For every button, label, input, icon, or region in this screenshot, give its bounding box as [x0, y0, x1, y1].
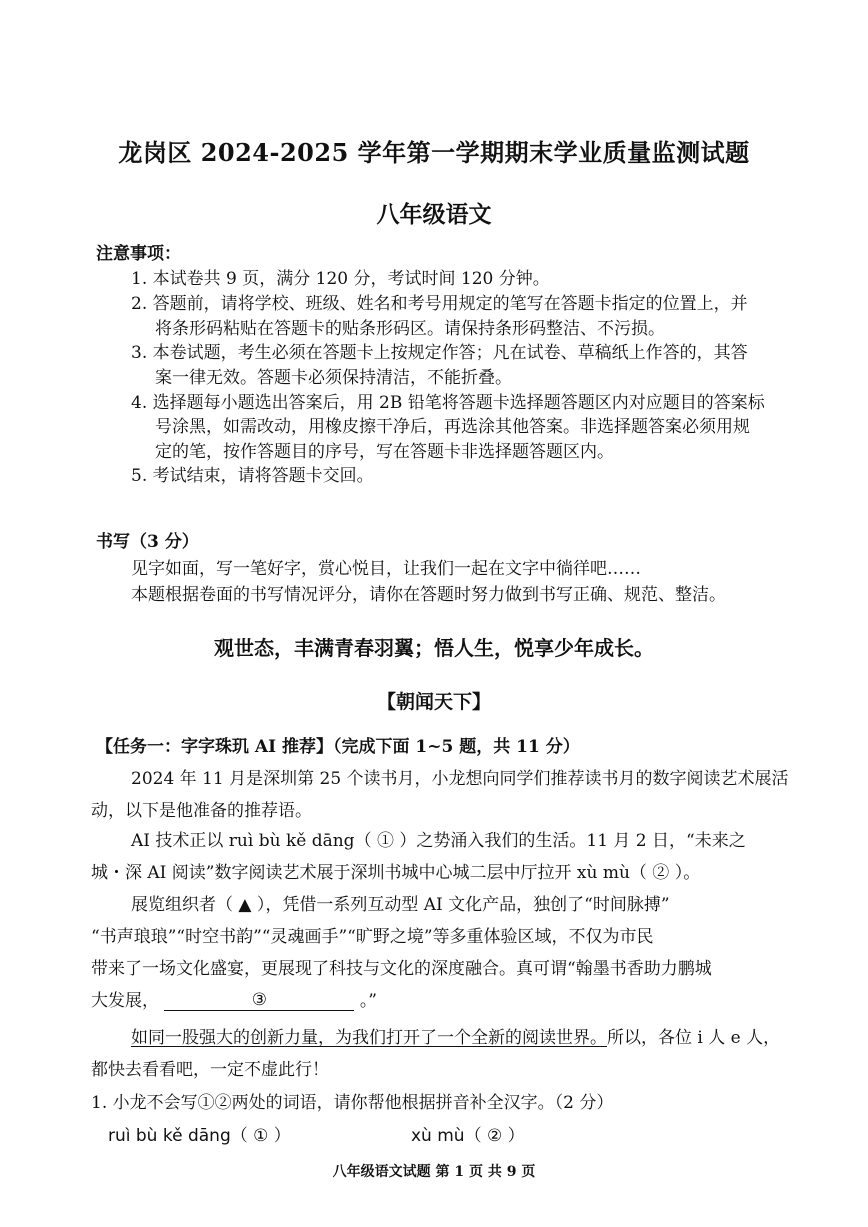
- writing-line: 本题根据卷面的书写情况评分，请你在答题时努力做到书写正确、规范、整洁。: [131, 585, 726, 605]
- passage-line: 动，以下是他准备的推荐语。: [91, 801, 312, 821]
- underlined-sentence: 如同一股强大的创新力量，为我们打开了一个全新的阅读世界。: [131, 1028, 607, 1048]
- notice-item: 定的笔，按作答题目的序号，写在答题卡非选择题答题区内。: [155, 442, 614, 462]
- notice-item: 将条形码粘贴在答题卡的贴条形码区。请保持条形码整洁、不污损。: [155, 319, 665, 339]
- exam-title: 龙岗区 2024-2025 学年第一学期期末学业质量监测试题: [118, 138, 750, 167]
- answer-blank-3[interactable]: ③: [164, 990, 354, 1011]
- exam-subtitle: 八年级语文: [376, 201, 492, 228]
- passage-text: 所以，各位 i 人 e 人，: [607, 1028, 781, 1048]
- writing-line: 见字如面，写一笔好字，赏心悦目，让我们一起在文字中徜徉吧……: [131, 559, 641, 579]
- passage-line: 2024 年 11 月是深圳第 25 个读书月，小龙想向同学们推荐读书月的数字阅读艺术展活: [131, 769, 789, 789]
- passage-line: 城・深 AI 阅读”数字阅读艺术展于深圳书城中心城二层中厅拉开 xù mù（ ② ）。: [91, 863, 701, 883]
- column-title: 【朝闻天下】: [376, 691, 491, 713]
- pinyin-prompt-1: ruì bù kě dāng（ ① ）: [108, 1126, 291, 1146]
- passage-line: “书声琅琅”“时空书韵”“灵魂画手”“旷野之境”等多重体验区域，不仅为市民: [91, 927, 654, 947]
- writing-heading: 书写（3 分）: [96, 532, 199, 552]
- page-footer: 八年级语文试题 第 1 页 共 9 页: [332, 1164, 536, 1180]
- passage-line: 都快去看看吧，一定不虚此行！: [91, 1060, 329, 1080]
- notice-item: 4. 选择题每小题选出答案后，用 2B 铅笔将答题卡选择题答题区内对应题目的答案标: [131, 393, 765, 413]
- passage-line: 带来了一场文化盛宴，更展现了科技与文化的深度融合。真可谓“翰墨书香助力鹏城: [91, 959, 712, 979]
- notice-item: 5. 考试结束，请将答题卡交回。: [131, 466, 374, 486]
- task-heading: 【任务一：字字珠玑 AI 推荐】（完成下面 1~5 题，共 11 分）: [96, 737, 580, 757]
- passage-line: AI 技术正以 ruì bù kě dāng（ ① ）之势涌入我们的生活。11 月 2 日，“未来之: [131, 831, 746, 851]
- pinyin-prompt-2: xù mù（ ② ）: [411, 1126, 525, 1146]
- passage-fill-line: [91, 986, 377, 1011]
- question-1: 1. 小龙不会写①②两处的词语，请你帮他根据拼音补全汉字。（2 分）: [91, 1093, 614, 1113]
- notice-item: 号涂黑，如需改动，用橡皮擦干净后，再选涂其他答案。非选择题答案必须用规: [155, 417, 750, 437]
- notice-heading: 注意事项：: [96, 244, 181, 264]
- passage-line: [131, 1023, 780, 1048]
- notice-item: 3. 本卷试题，考生必须在答题卡上按规定作答；凡在试卷、草稿纸上作答的，其答: [131, 343, 748, 363]
- passage-text: 。”: [359, 991, 378, 1011]
- notice-item: 1. 本试卷共 9 页，满分 120 分，考试时间 120 分钟。: [131, 269, 550, 289]
- motto: 观世态，丰满青春羽翼；悟人生，悦享少年成长。: [214, 636, 654, 660]
- passage-text: 大发展，: [91, 991, 159, 1011]
- notice-item: 2. 答题前，请将学校、班级、姓名和考号用规定的笔写在答题卡指定的位置上，并: [131, 294, 748, 314]
- notice-item: 案一律无效。答题卡必须保持清洁，不能折叠。: [155, 368, 512, 388]
- passage-line: 展览组织者（ ▲ ），凭借一系列互动型 AI 文化产品，独创了“时间脉搏”: [131, 895, 670, 915]
